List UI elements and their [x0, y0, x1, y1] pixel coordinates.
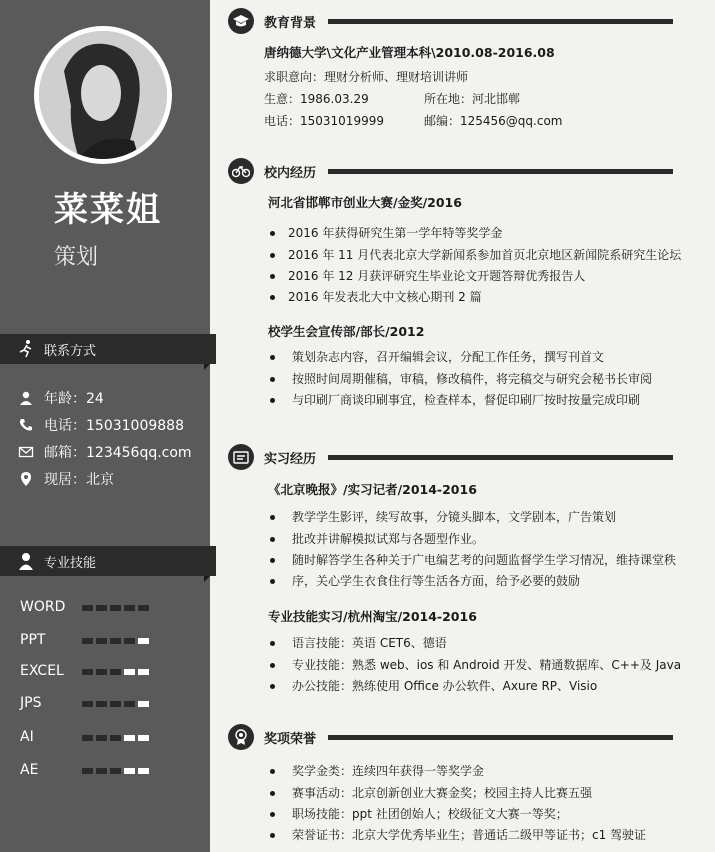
skill-level-bar — [82, 768, 149, 774]
skill-name: JPS — [20, 695, 42, 711]
education-header — [228, 8, 316, 34]
birth-date: 生意：1986.03.29 — [264, 92, 369, 106]
list-item: 专业技能：熟悉 web、ios 和 Android 开发、精通数据库、C++及 Java — [292, 658, 682, 672]
bullet — [270, 684, 275, 689]
bullet — [270, 253, 275, 258]
skill-level-segment — [82, 669, 93, 675]
mail-icon — [18, 444, 34, 460]
skill-level-segment — [138, 669, 149, 675]
bullet — [270, 769, 275, 774]
list-item: 语言技能：英语 CET6、德语 — [292, 636, 447, 650]
skill-level-segment — [96, 735, 107, 741]
skill-level-segment — [138, 701, 149, 707]
campus-header — [228, 158, 316, 184]
section-divider — [328, 19, 673, 24]
skill-level-segment — [138, 638, 149, 644]
list-item: 2016 年 11 月代表北京大学新闻系参加首页北京地区新闻院系研究生论坛 — [288, 248, 682, 262]
list-item: 按照时间周期催稿，审稿，修改稿件，将完稿交与研究会秘书长审阅 — [292, 372, 653, 386]
bullet — [270, 833, 275, 838]
list-item: 与印刷厂商谈印刷事宜，检查样本，督促印刷厂按时按量完成印刷 — [292, 393, 641, 407]
skill-level-segment — [96, 669, 107, 675]
contact-section-title: 联系方式 — [44, 344, 97, 359]
skill-level-segment — [110, 768, 121, 774]
skill-level-bar — [82, 735, 149, 741]
bullet — [270, 295, 275, 300]
skill-level-segment — [124, 768, 135, 774]
bullet — [270, 537, 275, 542]
candidate-role: 策划 — [54, 245, 99, 270]
education-school: 唐纳德大学\文化产业管理本科\2010.08-2016.08 — [264, 45, 555, 60]
candidate-name: 菜菜姐 — [54, 190, 162, 230]
list-item: 赛事活动：北京创新创业大赛金奖；校园主持人比赛五强 — [292, 786, 593, 800]
contact-section-header — [0, 334, 216, 364]
campus-title: 校内经历 — [264, 165, 317, 181]
list-item: 教学学生影评，续写故事，分镜头脚本，文学剧本，广告策划 — [292, 510, 617, 524]
skill-level-segment — [96, 701, 107, 707]
skill-level-bar — [82, 638, 149, 644]
skills-section-header — [0, 546, 216, 576]
skill-level-segment — [96, 605, 107, 611]
bullet — [270, 558, 275, 563]
awards-header — [228, 724, 316, 750]
list-item: 2016 年 12 月获评研究生毕业论文开题答辩优秀报告人 — [288, 269, 586, 283]
skill-level-bar — [82, 701, 149, 707]
skill-level-segment — [110, 605, 121, 611]
bullet — [270, 274, 275, 279]
main-content — [226, 0, 715, 852]
medal-icon — [228, 724, 254, 750]
bullet — [270, 663, 275, 668]
education-title: 教育背景 — [264, 15, 317, 31]
bullet — [270, 355, 275, 360]
bullet — [270, 791, 275, 796]
runner-icon — [16, 339, 36, 359]
bullet — [270, 377, 275, 382]
skill-name: PPT — [20, 632, 46, 648]
contact-email-text: 邮箱：123456qq.com — [44, 445, 192, 461]
graduation-cap-icon — [228, 8, 254, 34]
section-divider — [328, 169, 673, 174]
education-email: 邮编：125456@qq.com — [424, 114, 563, 128]
skill-level-segment — [82, 701, 93, 707]
contact-phone — [18, 415, 184, 435]
internship-title: 实习经历 — [264, 451, 317, 467]
person-icon — [16, 551, 36, 571]
skill-level-segment — [138, 768, 149, 774]
skill-name: AE — [20, 762, 39, 778]
skill-name: WORD — [20, 599, 66, 615]
skill-level-segment — [110, 669, 121, 675]
list-item: 2016 年获得研究生第一学年特等奖学金 — [288, 226, 503, 240]
internship-group-heading: 《北京晚报》/实习记者/2014-2016 — [268, 482, 477, 497]
job-intent: 求职意向：理财分析师、理财培训讲师 — [264, 70, 469, 84]
skill-level-segment — [138, 735, 149, 741]
skill-level-segment — [138, 605, 149, 611]
skill-level-bar — [82, 669, 149, 675]
list-item: 批改并讲解模拟试郑与各题型作业。 — [292, 532, 485, 546]
skill-level-segment — [82, 735, 93, 741]
skill-level-segment — [124, 701, 135, 707]
bullet — [270, 515, 275, 520]
list-item: 随时解答学生各种关于广电编艺考的问题监督学生学习情况，维持课堂秩 — [292, 553, 677, 567]
phone-icon — [18, 417, 34, 433]
contact-location-text: 现居：北京 — [44, 472, 114, 488]
skill-level-segment — [124, 605, 135, 611]
list-item: 职场技能：ppt 社团创始人；校级征文大赛一等奖； — [292, 807, 568, 821]
list-item: 2016 年发表北大中文核心期刊 2 篇 — [288, 290, 482, 304]
residence: 所在地：河北邯郸 — [424, 92, 521, 106]
section-divider — [328, 735, 673, 740]
skill-level-segment — [110, 701, 121, 707]
skill-name: AI — [20, 729, 34, 745]
skill-level-segment — [124, 735, 135, 741]
list-item: 荣誉证书：北京大学优秀毕业生；普通话二级甲等证书；c1 驾驶证 — [292, 828, 647, 842]
contact-age-text: 年龄：24 — [44, 391, 104, 407]
list-item: 奖学金类：连续四年获得一等奖学金 — [292, 764, 485, 778]
skill-level-segment — [96, 768, 107, 774]
campus-group-heading: 校学生会宣传部/部长/2012 — [268, 324, 425, 339]
skill-level-segment — [96, 638, 107, 644]
awards-title: 奖项荣誉 — [264, 731, 317, 747]
bullet — [270, 812, 275, 817]
list-item: 办公技能：熟练使用 Office 办公软件、Axure RP、Visio — [292, 679, 598, 693]
bullet — [270, 398, 275, 403]
portrait-image — [39, 31, 167, 159]
id-card-icon — [228, 444, 254, 470]
location-icon — [18, 471, 34, 487]
contact-phone-text: 电话：15031009888 — [44, 418, 184, 434]
contact-email — [18, 442, 192, 462]
bullet — [270, 231, 275, 236]
bullet — [270, 579, 275, 584]
contact-age — [18, 388, 104, 408]
skill-level-segment — [82, 638, 93, 644]
skill-level-segment — [82, 605, 93, 611]
sidebar — [0, 0, 210, 852]
list-item: 策划杂志内容，召开编辑会议，分配工作任务，撰写刊首文 — [292, 350, 605, 364]
bullet — [270, 641, 275, 646]
education-phone: 电话：15031019999 — [264, 114, 384, 128]
list-item: 序，关心学生衣食住行等生活各方面，给予必要的鼓励 — [292, 574, 581, 588]
skill-level-segment — [124, 669, 135, 675]
avatar — [34, 26, 172, 164]
internship-group-heading: 专业技能实习/杭州淘宝/2014-2016 — [268, 609, 477, 624]
internship-header — [228, 444, 316, 470]
skill-level-segment — [82, 768, 93, 774]
skills-section-title: 专业技能 — [44, 556, 97, 571]
section-divider — [328, 455, 673, 460]
contact-location — [18, 469, 114, 489]
campus-group-heading: 河北省邯郸市创业大赛/金奖/2016 — [268, 195, 462, 210]
skill-level-segment — [110, 638, 121, 644]
person-icon — [18, 390, 34, 406]
skill-name: EXCEL — [20, 663, 64, 679]
skill-level-bar — [82, 605, 149, 611]
skill-level-segment — [124, 638, 135, 644]
skill-level-segment — [110, 735, 121, 741]
bicycle-icon — [228, 158, 254, 184]
